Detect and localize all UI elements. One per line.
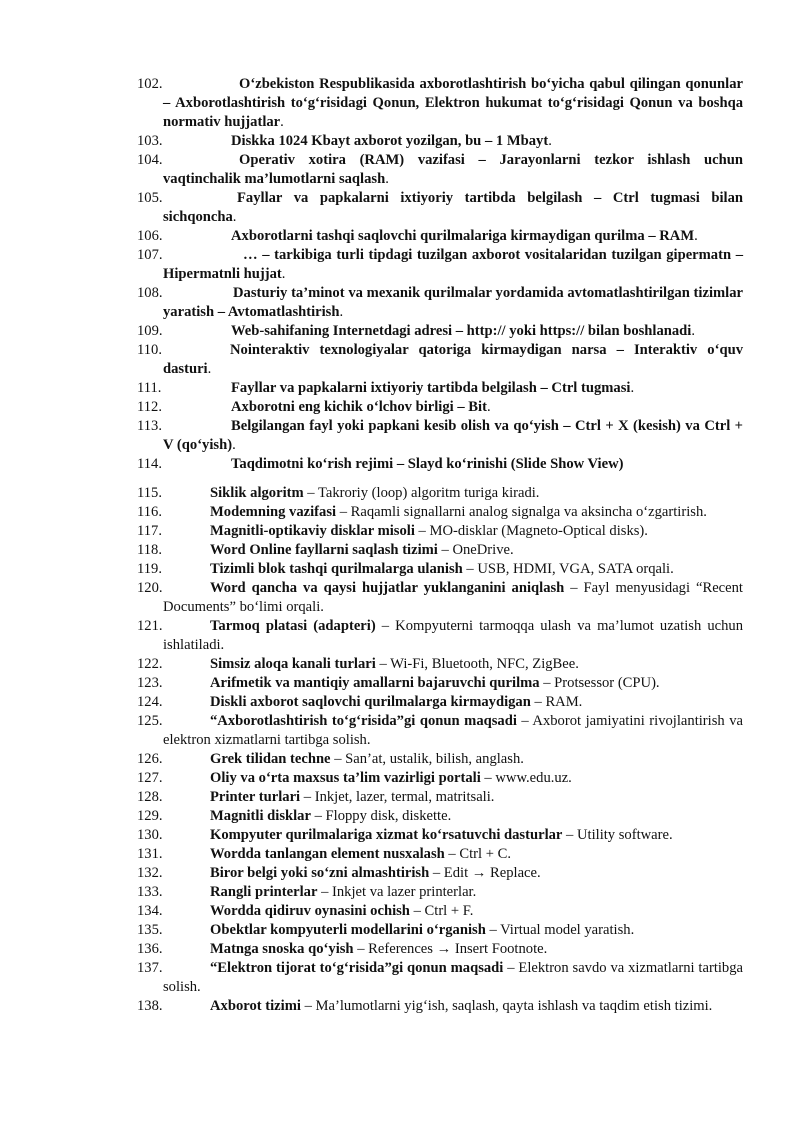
list-item (0, 959, 800, 997)
item-text (163, 455, 743, 474)
item-text (163, 417, 743, 455)
item-text (163, 883, 743, 902)
item-definition: – Axborot jamiyatini rivojlantirish va elektron xizmatlarni tartibga solish. (163, 713, 743, 748)
item-term: Axborot tizimi (210, 998, 301, 1014)
item-bold-text: Diskka 1024 Kbayt axborot yozilgan, bu – 1 Mbayt (231, 133, 549, 149)
item-tail: . (281, 266, 286, 282)
item-term: “Axborotlashtirish to‘g‘risida”gi qonun maqsadi (210, 713, 517, 729)
item-number: 115. (137, 485, 162, 501)
item-bold-text: … – tarkibiga turli tipdagi tuzilgan axborot vositalaridan tuzilgan gipermatn – Hipermatnli hujjat (163, 247, 743, 282)
item-definition: – Protsessor (CPU). (539, 675, 660, 691)
item-text (163, 845, 743, 864)
item-term: Printer turlari (210, 789, 301, 805)
list-item (0, 997, 800, 1016)
item-text (163, 997, 743, 1016)
item-tail: . (694, 228, 698, 244)
item-number: 132. (137, 865, 163, 881)
list-item (0, 845, 800, 864)
item-text (163, 341, 743, 379)
item-number: 128. (137, 789, 163, 805)
item-definition: – USB, HDMI, VGA, SATA orqali. (462, 561, 674, 577)
item-definition: – Fayl menyusidagi “Recent Documents” bo‘limi orqali. (163, 580, 743, 615)
item-bold-text: Dasturiy ta’minot va mexanik qurilmalar yordamida avtomatlashtirilgan tizimlar yaratish – Avtomatlashtirish (163, 285, 743, 320)
item-tail: . (232, 209, 237, 225)
list-item (0, 826, 800, 845)
item-definition: – Kompyuterni tarmoqqa ulash va ma’lumot uzatish uchun ishlatiladi. (163, 618, 743, 653)
item-bold-text: Web-sahifaning Internetdagi adresi – http:// yoki https:// bilan boshlanadi (231, 323, 692, 339)
item-number: 134. (137, 903, 163, 919)
list-item (0, 712, 800, 750)
item-bold-text: Operativ xotira (RAM) vazifasi – Jarayonlarni tezkor ishlash uchun vaqtinchalik ma’lumotlarni saqlash (163, 152, 743, 187)
item-number: 129. (137, 808, 163, 824)
item-number: 130. (137, 827, 163, 843)
item-number: 131. (137, 846, 163, 862)
item-definition: – Ctrl + F. (409, 903, 474, 919)
list-item (0, 560, 800, 579)
list-item (0, 579, 800, 617)
item-term: Word qancha va qaysi hujjatlar yuklanganini aniqlash (210, 580, 565, 596)
item-definition: – Takroriy (loop) algoritm turiga kiradi. (303, 485, 540, 501)
list-item (0, 132, 800, 151)
item-term: Modemning vazifasi (210, 504, 337, 520)
item-text (163, 769, 743, 788)
list-item (0, 883, 800, 902)
list-item (0, 227, 800, 246)
list-item (0, 189, 800, 227)
item-number: 126. (137, 751, 163, 767)
item-bold-text: O‘zbekiston Respublikasida axborotlashtirish bo‘yicha qabul qilingan qonunlar – Axborotlashtirish to‘g‘risidagi Qonun, Elektron hukumat to‘g‘risidagi Qonun va boshqa normativ hujjatlar (163, 76, 743, 130)
item-term: Magnitli disklar (210, 808, 311, 824)
item-text (163, 712, 743, 750)
item-bold-text: Taqdimotni ko‘rish rejimi – Slayd ko‘rinishi (Slide Show View) (231, 456, 624, 472)
list-item (0, 484, 800, 503)
item-term: Tarmoq platasi (adapteri) (210, 618, 376, 634)
item-definition: – San’at, ustalik, bilish, anglash. (330, 751, 524, 767)
list-item (0, 788, 800, 807)
item-definition: – OneDrive. (437, 542, 514, 558)
item-text (163, 655, 743, 674)
item-number: 105. (137, 190, 163, 206)
item-definition: – Ctrl + C. (444, 846, 511, 862)
item-number: 103. (137, 133, 163, 149)
item-number: 137. (137, 960, 163, 976)
item-definition: – www.edu.uz. (480, 770, 572, 786)
list-item (0, 902, 800, 921)
item-definition: – Virtual model yaratish. (485, 922, 635, 938)
item-text (163, 541, 743, 560)
item-text (163, 617, 743, 655)
item-definition: – Elektron savdo va xizmatlarni tartibga solish. (163, 960, 743, 995)
item-number: 116. (137, 504, 162, 520)
item-text (163, 579, 743, 617)
item-text (163, 674, 743, 693)
list-item (0, 864, 800, 883)
list-item (0, 417, 800, 455)
item-term: Wordda tanlangan element nusxalash (210, 846, 445, 862)
item-term: Tizimli blok tashqi qurilmalarga ulanish (210, 561, 463, 577)
item-number: 122. (137, 656, 163, 672)
list-item (0, 807, 800, 826)
item-number: 110. (137, 342, 162, 358)
item-text (163, 940, 743, 959)
list-item (0, 341, 800, 379)
item-text (163, 75, 743, 132)
item-tail: . (232, 437, 236, 453)
item-bold-text: Axborotni eng kichik o‘lchov birligi – Bit (231, 399, 487, 415)
item-number: 138. (137, 998, 163, 1014)
item-text (163, 189, 743, 227)
list-item (0, 541, 800, 560)
list-item (0, 379, 800, 398)
item-tail: . (339, 304, 344, 320)
item-text (163, 503, 743, 522)
item-tail: . (486, 399, 491, 415)
list-item (0, 151, 800, 189)
item-term: Kompyuter qurilmalariga xizmat ko‘rsatuvchi dasturlar (210, 827, 563, 843)
item-definition: – Raqamli signallarni analog signalga va aksincha o‘zgartirish. (336, 504, 707, 520)
item-definition: – Inkjet, lazer, termal, matritsali. (300, 789, 495, 805)
item-number: 107. (137, 247, 163, 263)
item-number: 135. (137, 922, 163, 938)
item-definition: – Utility software. (562, 827, 673, 843)
item-term: Grek tilidan techne (210, 751, 331, 767)
list-item (0, 75, 800, 132)
item-term: Siklik algoritm (210, 485, 304, 501)
item-number: 102. (137, 76, 163, 92)
item-number: 104. (137, 152, 163, 168)
item-text (163, 826, 743, 845)
item-tail: . (207, 361, 212, 377)
item-number: 136. (137, 941, 163, 957)
item-text (163, 227, 743, 246)
item-text (163, 132, 743, 151)
item-number: 120. (137, 580, 163, 596)
item-definition: – References → Insert Footnote. (353, 941, 548, 957)
item-term: Wordda qidiruv oynasini ochish (210, 903, 410, 919)
list-item (0, 940, 800, 959)
numbered-list-section-2 (0, 484, 800, 1016)
item-text (163, 246, 743, 284)
item-number: 133. (137, 884, 163, 900)
item-bold-text: Belgilangan fayl yoki papkani kesib olish va qo‘yish – Ctrl + X (kesish) va Ctrl + V (qo‘yish) (163, 418, 743, 453)
item-term: Oliy va o‘rta maxsus ta’lim vazirligi portali (210, 770, 481, 786)
item-text (163, 484, 743, 503)
item-number: 125. (137, 713, 163, 729)
item-bold-text: Nointeraktiv texnologiyalar qatoriga kirmaydigan narsa – Interaktiv o‘quv dasturi (163, 342, 743, 377)
list-item (0, 455, 800, 474)
item-tail: . (548, 133, 552, 149)
item-text (163, 560, 743, 579)
item-term: Obektlar kompyuterli modellarini o‘rganish (210, 922, 486, 938)
item-text (163, 902, 743, 921)
item-definition: – Floppy disk, diskette. (310, 808, 452, 824)
item-text (163, 750, 743, 769)
item-text (163, 864, 743, 883)
item-number: 112. (137, 399, 162, 415)
list-item (0, 322, 800, 341)
item-text (163, 322, 743, 341)
item-number: 108. (137, 285, 163, 301)
item-definition: – Edit → Replace. (429, 865, 541, 881)
item-term: Arifmetik va mantiqiy amallarni bajaruvchi qurilma (210, 675, 540, 691)
list-item (0, 398, 800, 417)
list-item (0, 503, 800, 522)
list-item (0, 674, 800, 693)
list-item (0, 522, 800, 541)
item-number: 111. (137, 380, 162, 396)
item-definition: – Inkjet va lazer printerlar. (317, 884, 477, 900)
list-item (0, 284, 800, 322)
item-text (163, 284, 743, 322)
item-number: 113. (137, 418, 162, 434)
item-text (163, 693, 743, 712)
item-text (163, 398, 743, 417)
item-term: Magnitli-optikaviy disklar misoli (210, 523, 415, 539)
item-tail: . (280, 114, 284, 130)
item-definition: – RAM. (530, 694, 583, 710)
item-tail: . (691, 323, 696, 339)
item-number: 121. (137, 618, 163, 634)
list-item (0, 769, 800, 788)
list-item (0, 693, 800, 712)
list-item (0, 750, 800, 769)
item-term: Rangli printerlar (210, 884, 318, 900)
item-number: 127. (137, 770, 163, 786)
item-bold-text: Fayllar va papkalarni ixtiyoriy tartibda belgilash – Ctrl tugmasi (231, 380, 631, 396)
item-term: Diskli axborot saqlovchi qurilmalarga kirmaydigan (210, 694, 531, 710)
item-definition: – Ma’lumotlarni yig‘ish, saqlash, qayta ishlash va taqdim etish tizimi. (300, 998, 713, 1014)
numbered-list-section-1 (0, 75, 800, 474)
item-text (163, 921, 743, 940)
item-number: 119. (137, 561, 162, 577)
list-item (0, 655, 800, 674)
item-term: Biror belgi yoki so‘zni almashtirish (210, 865, 430, 881)
item-term: “Elektron tijorat to‘g‘risida”gi qonun maqsadi (210, 960, 504, 976)
item-tail: . (385, 171, 389, 187)
item-text (163, 522, 743, 541)
list-item (0, 246, 800, 284)
item-text (163, 379, 743, 398)
item-term: Simsiz aloqa kanali turlari (210, 656, 376, 672)
item-number: 118. (137, 542, 162, 558)
list-item (0, 617, 800, 655)
item-definition: – Wi-Fi, Bluetooth, NFC, ZigBee. (375, 656, 579, 672)
item-term: Word Online fayllarni saqlash tizimi (210, 542, 438, 558)
list-item (0, 921, 800, 940)
item-number: 117. (137, 523, 162, 539)
item-definition: – MO-disklar (Magneto-Optical disks). (414, 523, 648, 539)
item-text (163, 151, 743, 189)
item-number: 124. (137, 694, 163, 710)
item-number: 109. (137, 323, 163, 339)
item-number: 114. (137, 456, 162, 472)
item-bold-text: Axborotlarni tashqi saqlovchi qurilmalariga kirmaydigan qurilma – RAM (231, 228, 695, 244)
item-tail: . (630, 380, 635, 396)
item-text (163, 807, 743, 826)
item-number: 123. (137, 675, 163, 691)
item-term: Matnga snoska qo‘yish (210, 941, 354, 957)
item-number: 106. (137, 228, 163, 244)
item-text (163, 788, 743, 807)
item-text (163, 959, 743, 997)
item-bold-text: Fayllar va papkalarni ixtiyoriy tartibda belgilash – Ctrl tugmasi bilan sichqoncha (163, 190, 743, 225)
